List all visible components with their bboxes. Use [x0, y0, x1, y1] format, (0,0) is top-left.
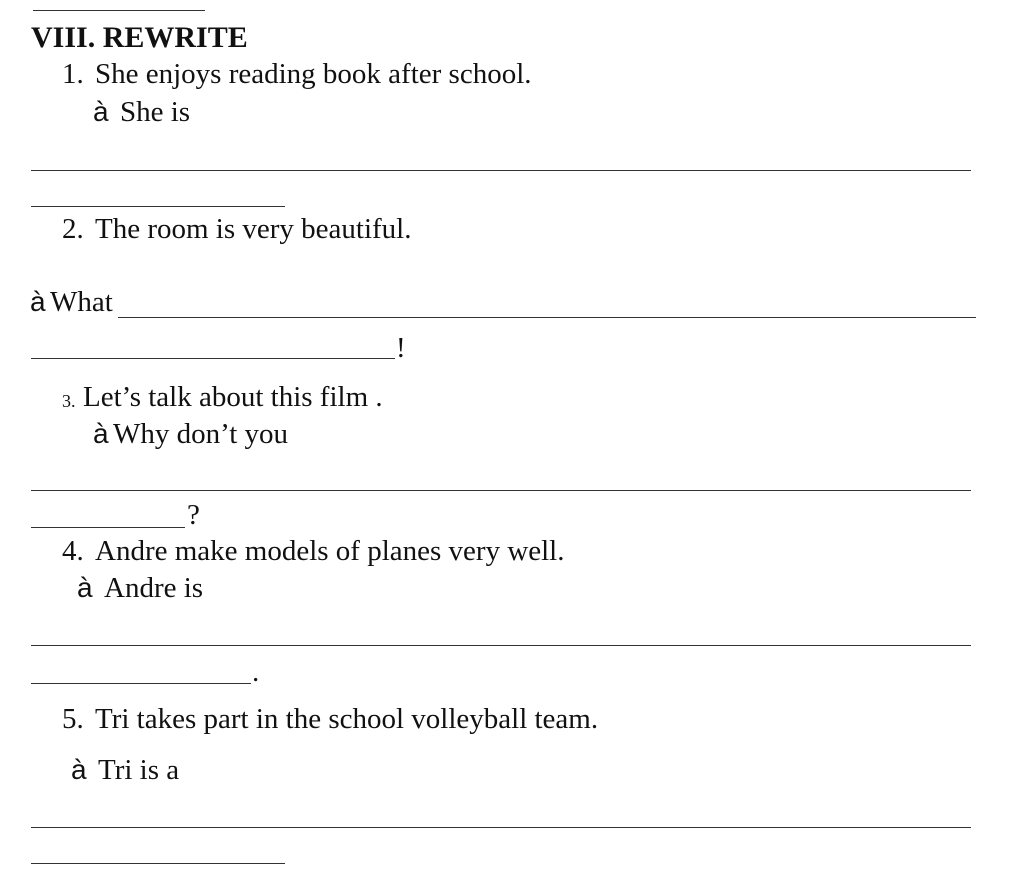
- answer-prompt: What: [50, 286, 113, 318]
- answer-line: [31, 170, 971, 171]
- answer-ending: .: [252, 656, 260, 688]
- answer-line: [31, 206, 285, 207]
- answer-ending: !: [396, 332, 406, 364]
- answer-line: [31, 358, 395, 359]
- question-sentence: Tri takes part in the school volleyball team.: [95, 703, 599, 735]
- question-number: 4.: [62, 535, 84, 567]
- answer-line: [31, 683, 251, 684]
- question-sentence: Andre make models of planes very well.: [95, 535, 565, 567]
- answer-line: [31, 863, 285, 864]
- answer-prompt: Why don’t you: [113, 418, 289, 450]
- top-rule: [33, 10, 205, 11]
- question-number: 5.: [62, 703, 84, 735]
- answer-prompt: Tri is a: [98, 754, 180, 786]
- arrow-icon: à: [71, 754, 87, 785]
- arrow-icon: à: [93, 418, 109, 449]
- arrow-icon: à: [77, 572, 93, 603]
- arrow-icon: à: [30, 286, 46, 317]
- answer-prompt: She is: [120, 96, 191, 128]
- question-number: 1.: [62, 58, 84, 90]
- arrow-icon: à: [93, 96, 109, 127]
- question-number: 2.: [62, 213, 84, 245]
- question-number: 3.: [62, 391, 76, 411]
- section-title: VIII. REWRITE: [31, 21, 248, 54]
- question-sentence: The room is very beautiful.: [95, 213, 412, 245]
- answer-line: [31, 827, 971, 828]
- answer-line: [118, 317, 976, 318]
- question-sentence: Let’s talk about this film .: [83, 381, 383, 413]
- answer-line: [31, 490, 971, 491]
- answer-prompt: Andre is: [104, 572, 204, 604]
- answer-line: [31, 645, 971, 646]
- question-sentence: She enjoys reading book after school.: [95, 58, 532, 90]
- answer-ending: ?: [187, 499, 200, 531]
- answer-line: [31, 527, 185, 528]
